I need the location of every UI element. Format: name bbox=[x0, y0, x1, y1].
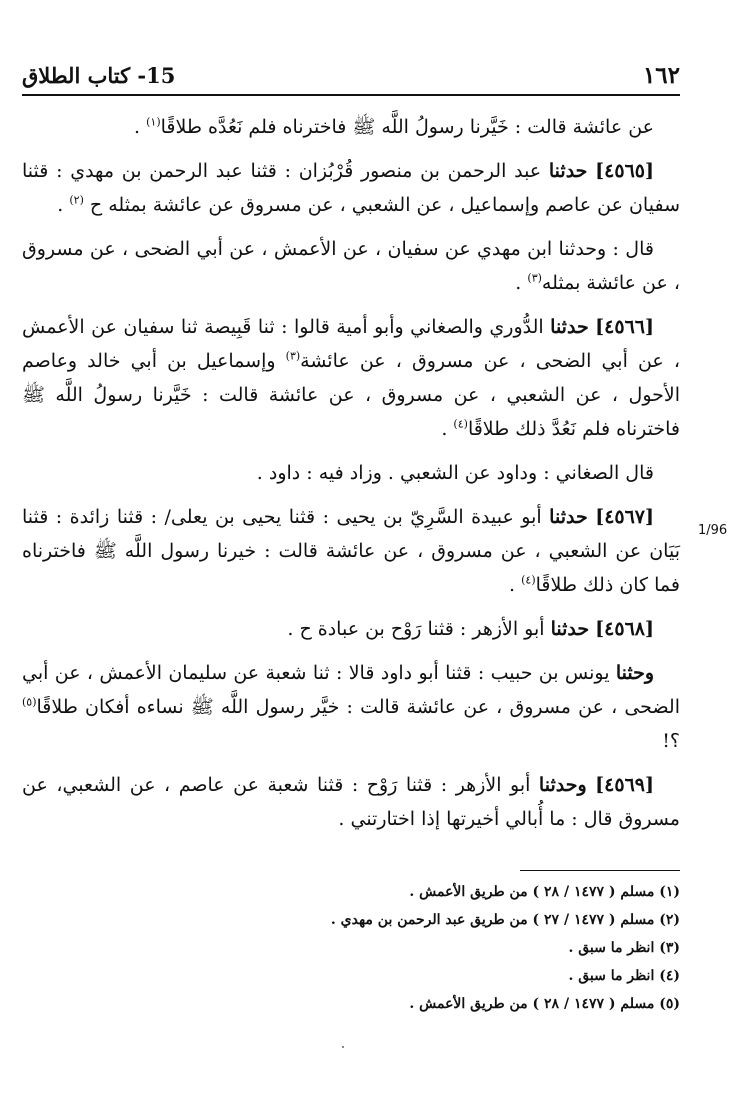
paragraph bbox=[22, 110, 680, 144]
paragraph-end: . bbox=[441, 418, 454, 440]
hadith-number: [٤٥٦٥] bbox=[595, 160, 654, 182]
header-rule bbox=[22, 94, 680, 96]
paragraph-end: . bbox=[515, 272, 528, 294]
footnote-ref: (٣) bbox=[285, 349, 301, 363]
footnote: (٥) مسلم ( ١٤٧٧ / ٢٨ ) من طريق الأعمش . bbox=[409, 996, 680, 1012]
hadith-entry bbox=[22, 500, 680, 602]
paragraph-text: قال : وحدثنا ابن مهدي عن سفيان ، عن الأعمش ، عن أبي الضحى ، عن مسروق ، عن عائشة بمثله bbox=[22, 238, 680, 294]
hadith-number: [٤٥٦٩] bbox=[595, 774, 654, 796]
hadith-entry bbox=[22, 612, 680, 646]
paragraph-text: الدُّوري والصغاني وأبو أمية قالوا : ثنا قَبِيصة ثنا سفيان عن الأعمش ، عن أبي الضحى ، عن مسروق ، عن عائشة bbox=[22, 316, 681, 372]
footnote-ref: (٢) bbox=[69, 193, 84, 207]
body-text bbox=[22, 110, 680, 840]
footnote-ref: (٤) bbox=[521, 573, 536, 587]
paragraph-end: . bbox=[134, 116, 147, 138]
narration-lead: حدثنا bbox=[550, 618, 590, 640]
footnotes bbox=[22, 878, 680, 1018]
paragraph-text-continued: وإسماعيل بن أبي خالد وعاصم الأحول ، عن الشعبي ، عن مسروق ، عن عائشة قالت : خَيَّرنا رسولُ اللَّه ﷺ فاخترناه فلم نَعُدَّ ذلك طلاقًا bbox=[22, 350, 680, 440]
page-number: ١٦٢ bbox=[642, 61, 680, 89]
footnote: (٣) انظر ما سبق . bbox=[568, 940, 680, 956]
paragraph-text: يونس بن حبيب : قثنا أبو داود قالا : ثنا شعبة عن سليمان الأعمش ، عن أبي الضحى ، عن مسروق ، عن عائشة قالت : خيَّر رسول اللَّه ﷺ نساءه أفكان طلاقًا bbox=[22, 662, 680, 718]
narration-lead: حدثنا bbox=[548, 160, 588, 182]
chapter-title: 15- كتاب الطلاق bbox=[22, 62, 176, 88]
paragraph-text: قال الصغاني : وداود عن الشعبي . وزاد فيه : داود . bbox=[256, 462, 654, 484]
footnote-ref: (٣) bbox=[527, 271, 542, 285]
narration-lead: حدثنا bbox=[549, 506, 588, 528]
footnote-rule bbox=[520, 870, 680, 871]
hadith-entry bbox=[22, 310, 680, 446]
narration-lead: وحدثنا bbox=[538, 774, 587, 796]
paragraph-text: أبو عبيدة السَّرِيّ بن يحيى : قثنا يحيى بن يعلى/ : قثنا زائدة : قثنا بَيَان عن الشعبي ، عن مسروق ، عن عائشة قالت : خيرنا رسول اللَّه ﷺ فاخترناه فما كان ذلك طلاقًا bbox=[22, 506, 680, 596]
hadith-number: [٤٥٦٦] bbox=[595, 316, 654, 338]
page-header bbox=[22, 58, 680, 92]
footnote: (٤) انظر ما سبق . bbox=[568, 968, 680, 984]
paragraph-text: أبو الأزهر : قثنا رَوْح : قثنا شعبة عن عاصم ، عن الشعبي، عن مسروق قال : ما أُبالي أخيرتها إذا اختارتني . bbox=[22, 774, 680, 830]
footnote: (٢) مسلم ( ١٤٧٧ / ٢٧ ) من طريق عبد الرحمن بن مهدي . bbox=[330, 912, 680, 928]
narration-lead: حدثنا bbox=[550, 316, 589, 338]
hadith-entry bbox=[22, 154, 680, 222]
paragraph-end: ؟! bbox=[662, 730, 680, 752]
paragraph bbox=[22, 232, 680, 300]
hadith-number: [٤٥٦٧] bbox=[595, 506, 655, 528]
hadith-number: [٤٥٦٨] bbox=[595, 618, 654, 640]
footnote-ref: (١) bbox=[146, 115, 161, 129]
paragraph-text: عبد الرحمن بن منصور قُرْبُزان : قثنا عبد الرحمن بن مهدي : قثنا سفيان عن عاصم وإسماعيل ، عن الشعبي ، عن مسروق عن عائشة بمثله ح bbox=[22, 160, 680, 216]
paragraph bbox=[22, 456, 680, 490]
paragraph-end: . bbox=[509, 574, 522, 596]
margin-note: 1/96 bbox=[698, 523, 728, 538]
footnote-ref: (٤) bbox=[453, 417, 468, 431]
scan-speck bbox=[342, 1046, 344, 1048]
paragraph-text: عن عائشة قالت : خَيَّرنا رسولُ اللَّه ﷺ فاخترناه فلم نَعُدَّه طلاقًا bbox=[160, 116, 654, 138]
hadith-entry bbox=[22, 768, 680, 836]
narration-lead: وحثنا bbox=[615, 662, 654, 684]
footnote: (١) مسلم ( ١٤٧٧ / ٢٨ ) من طريق الأعمش . bbox=[409, 884, 680, 900]
paragraph-end: . bbox=[57, 194, 70, 216]
paragraph bbox=[22, 656, 680, 758]
footnote-ref: (٥) bbox=[22, 695, 37, 709]
paragraph-text: أبو الأزهر : قثنا رَوْح بن عبادة ح . bbox=[287, 618, 551, 640]
